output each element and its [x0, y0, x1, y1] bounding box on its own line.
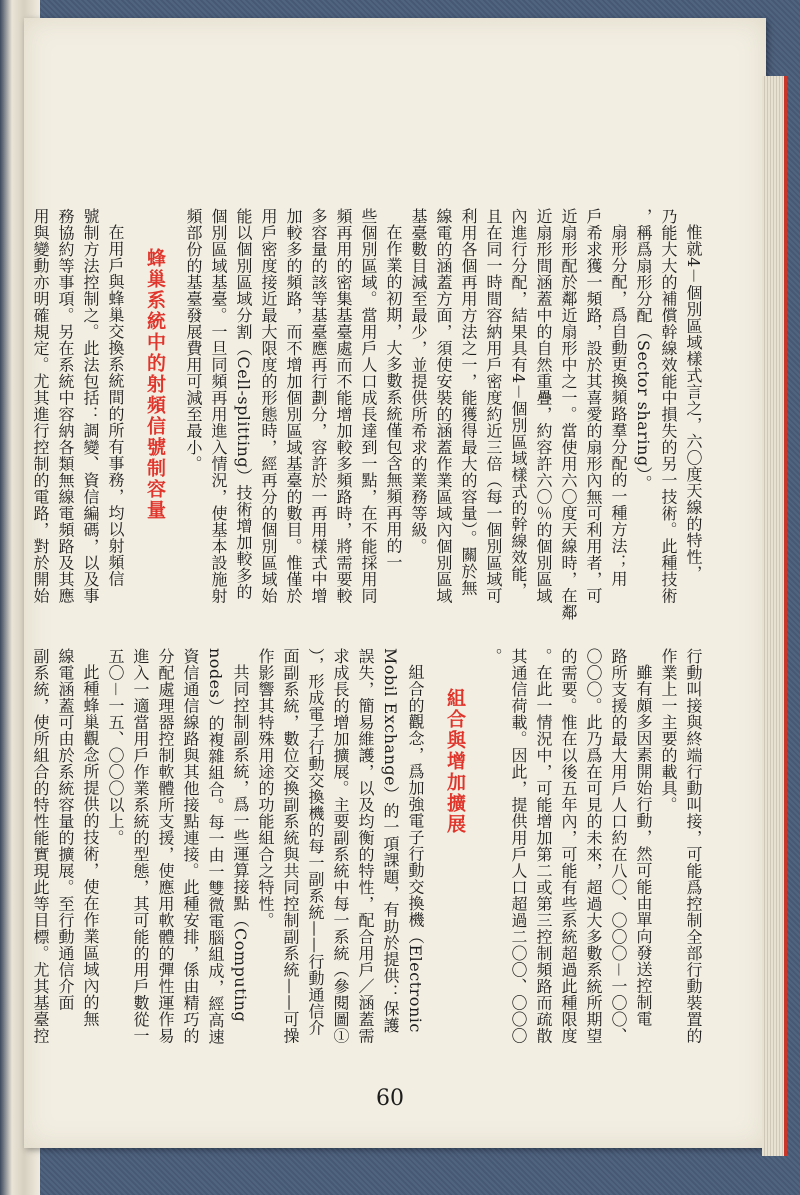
- text-column: 〇〇〇。此乃爲在可見的未來，超過大多數系統所期望: [584, 648, 603, 1044]
- text-column: 頻再用的密集基臺處而不能增加較多頻路時，將需要較: [334, 208, 353, 604]
- text-column: 戶希求獲一頻路，設於其喜愛的扇形內無可利用者，可: [584, 208, 603, 604]
- text-column: 近扇形間涵蓋中的自然重疊，約容許六〇％的個別區域: [534, 208, 553, 604]
- text-column: 此種蜂巢觀念所提供的技術，使在作業區域內的無: [81, 664, 100, 1027]
- text-column: 的需要。惟在以後五年內，可能有些系統超過此種限度: [559, 648, 578, 1044]
- text-column: 近扇形配於鄰近扇形中之一。當使用六〇度天線時，在鄰: [559, 208, 578, 621]
- text-column: 在作業的初期，大多數系統僅包含無頻再用的一: [384, 224, 403, 571]
- text-column: 線電涵蓋可由於系統容量的擴展。至行動通信介面: [56, 648, 75, 1011]
- text-column: 雖有頗多因素開始行動，然可能由單向發送控制電: [634, 664, 653, 1027]
- text-column: 內進行分配，結果具有4－個別區域樣式的幹線效能，: [509, 208, 528, 599]
- text-column: Mobil Exchange）的一項課題，有助於提供：保護: [381, 648, 400, 1034]
- top-text-block: [31, 208, 706, 633]
- page-edge-stack: [762, 76, 784, 1156]
- text-column: 資信通信線路與其他接點連接。此種安排，係由精巧的: [181, 648, 200, 1044]
- text-column: 面副系統，數位交換副系統與共同控制副系統——可操: [281, 648, 300, 1044]
- text-column: 在用戶與蜂巢交換系統間的所有事務，均以射頻信: [106, 224, 125, 587]
- section-heading: 組合與增加擴展: [444, 688, 466, 835]
- text-column: 扇形分配，爲自動更換頻路羣分配的一種方法；用: [609, 224, 628, 587]
- text-column: 務協約等事項。另在系統中容納各類無線電頻路及其應: [56, 208, 75, 604]
- text-column: 行動叫接與終端行動叫接，可能爲控制全部行動裝置的: [684, 648, 703, 1044]
- red-edge-strip: [784, 76, 787, 1156]
- text-column: 分配處理器控制軟體所支援，使應用軟體的彈性運作易: [156, 648, 175, 1044]
- text-column: 。在此一情況中，可能增加第二或第三控制頻路而疏散: [534, 648, 553, 1044]
- text-column: 共同控制副系統，爲一些運算接點（Computing: [231, 664, 250, 1023]
- text-column: 作影響其特殊用途的功能組合之特性。: [256, 648, 275, 929]
- text-column: nodes）的複雜組合。每一由一雙微電腦組成，經高速: [206, 648, 225, 1045]
- text-column: 用戶密度接近最大限度的形態時，經再分的個別區域始: [259, 208, 278, 604]
- section-heading: 蜂巢系統中的射頻信號制容量: [144, 248, 166, 521]
- page-number: 60: [376, 1086, 404, 1111]
- text-column: 乃能大大的補償幹線效能中損失的另一技術。此種技術: [659, 208, 678, 604]
- text-column: 號制方法控制之。此法包括：調變、資信編碼，以及事: [81, 208, 100, 604]
- text-column: 進入一適當用戶作業系統的型態，其可能的用戶數從一: [131, 648, 150, 1044]
- text-column: 加較多的頻路，而不增加個別區域基臺的數目。惟僅於: [284, 208, 303, 604]
- text-column: 五〇－一五、〇〇〇以上。: [106, 648, 125, 847]
- text-column: 路所支援的最大用戶人口約在八〇、〇〇〇－一〇〇、: [609, 648, 628, 1045]
- text-column: 作業上一主要的載具。: [659, 648, 678, 813]
- text-column: 個別區域基臺。一旦同頻再用進入情況，使基本設施射: [209, 208, 228, 604]
- text-column: 基臺數目減至最少，並提供所希求的業務等級。: [409, 208, 428, 555]
- text-column: 誤失，簡易維護，以及均衡的特性，配合用戶／涵蓋需: [356, 648, 375, 1044]
- text-column: 副系統，使所組合的特性能實現此等目標。尤其基臺控: [31, 648, 50, 1044]
- text-column: 惟就4－個別區域樣式言之，六〇度天線的特性，: [684, 224, 703, 582]
- text-column: 頻部份的基臺發展費用可減至最小。: [184, 208, 203, 472]
- book-page: [24, 18, 766, 1148]
- text-column: 組合的觀念，爲加強電子行動交換機（Electronic: [406, 664, 425, 1033]
- text-column: 且在同一時間容納用戶密度約近三倍（每一個別區域可: [484, 208, 503, 604]
- text-column: 其通信荷載。因此，提供用戶人口超過二〇〇、〇〇〇: [509, 648, 528, 1044]
- text-column: 線電的涵蓋方面，須使安裝的涵蓋作業區域內個別區域: [434, 208, 453, 604]
- text-column: 。: [484, 648, 503, 665]
- bottom-text-block: [31, 648, 706, 1078]
- text-column: ），形成電子行動交換機的每一副系統——行動通信介: [306, 648, 325, 1036]
- text-column: 能以個別區域分割（Cell-splitting）技術增加較多的: [234, 208, 253, 601]
- text-column: 求成長的增加擴展。主要副系統中每一系統（參閱圖①: [331, 648, 350, 1044]
- text-column: 利用各個再用方法之一，能獲得最大的容量）。關於無: [459, 208, 478, 596]
- text-column: 用與變動亦明確規定。尤其進行控制的電路，對於開始: [31, 208, 50, 604]
- text-column: ，稱爲扇形分配（Sector sharing）。: [634, 208, 653, 492]
- text-column: 多容量的該等基臺應再行劃分，容許於一再用樣式中增: [309, 208, 328, 604]
- text-column: 些個別區域。當用戶人口成長達到一點，在不能採用同: [359, 208, 378, 604]
